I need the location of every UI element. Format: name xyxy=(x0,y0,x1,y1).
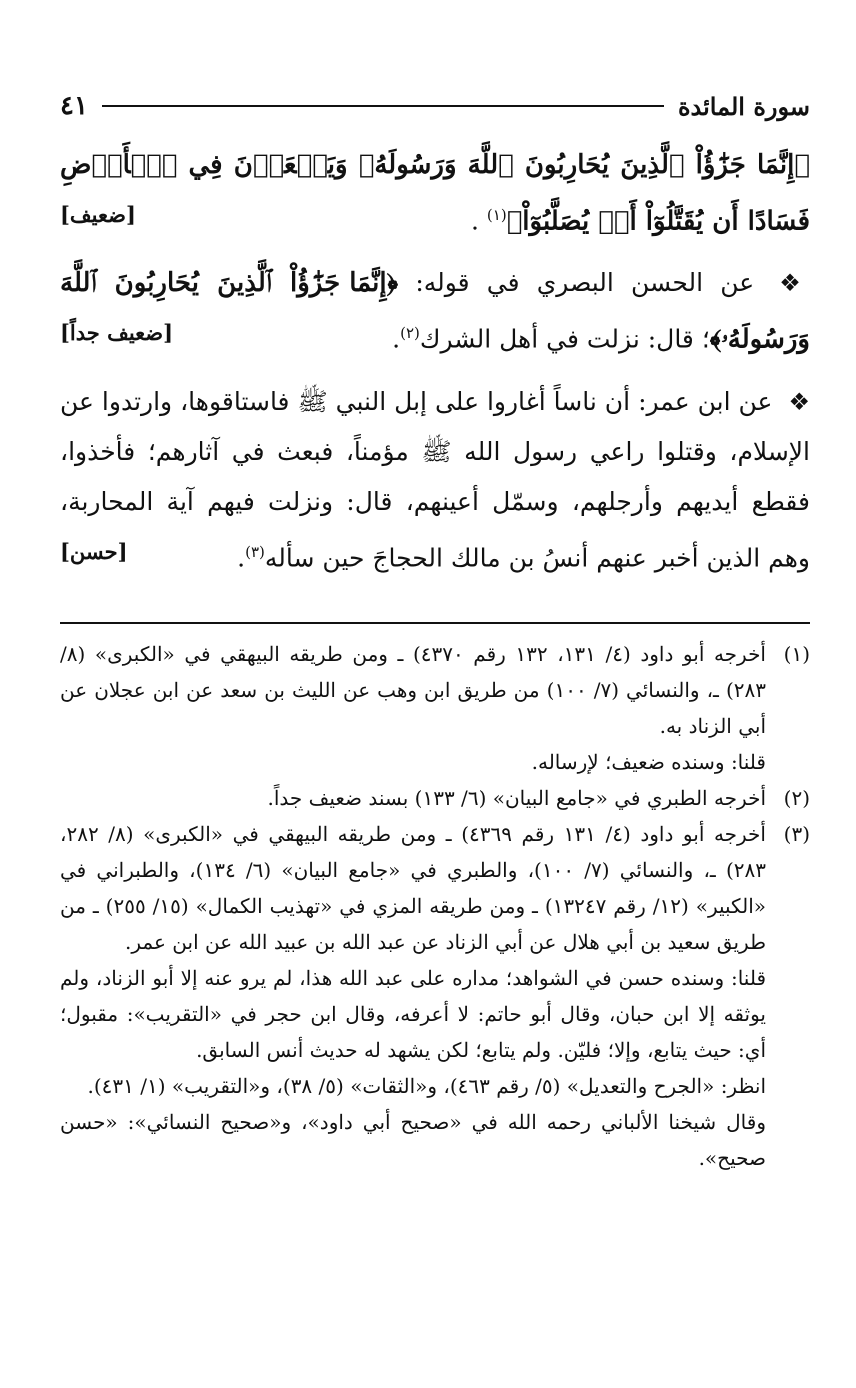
hadith-grade: [ضعيف جداً] xyxy=(60,320,174,346)
footnote-line: انظر: «الجرح والتعديل» (٥/ رقم ٤٦٣)، و«الثقات» (٥/ ٣٨)، و«التقريب» (١/ ٤٣١). xyxy=(87,1074,766,1098)
footnote-line: قلنا: وسنده ضعيف؛ لإرساله. xyxy=(531,750,766,774)
entry-text: عن ابن عمر: أن ناساً أغاروا على إبل النبي ﷺ فاستاقوها، وارتدوا عن الإسلام، وقتلوا راعي رسول الله ﷺ مؤمناً، فبعث في آثارهم؛ فأخذوا، فقطع أيديهم وأرجلهم، وسمّل أعينهم، قال: ونزلت فيهم آية المحاربة، وهم الذين أخبر عنهم أنسُ بن مالك الحجاجَ حين سأله xyxy=(60,386,810,572)
footnote-2 xyxy=(60,780,810,816)
footnote-number: (١) xyxy=(783,642,810,666)
footnotes xyxy=(60,636,810,1176)
hadith-grade: [حسن] xyxy=(60,538,128,564)
footnote-line: قلنا: وسنده حسن في الشواهد؛ مداره على عبد الله هذا، لم يرو عنه إلا أبو الزناد، ولم يوثقه إلا ابن حبان، وقال أبو حاتم: لا أعرفه، وقال ابن حجر في «التقريب»: مقبول؛ أي: حيث يتابع، وإلا؛ فليّن. ولم يتابع؛ لكن يشهد له حديث أنس السابق. xyxy=(60,966,766,1062)
page-number: ٤١ xyxy=(60,91,88,121)
surah-title: سورة المائدة xyxy=(677,91,810,121)
footnote-3 xyxy=(60,816,810,1176)
period: . xyxy=(237,542,246,572)
footnote-line: أخرجه أبو داود (٤/ ١٣١، ١٣٢ رقم ٤٣٧٠) ـ ومن طريقه البيهقي في «الكبرى» (٨/ ٢٨٣) ـ، والنسائي (٧/ ١٠٠) من طريق ابن وهب عن الليث بن سعد عن ابن عجلان عن أبي الزناد به. xyxy=(60,642,766,738)
footnote-number: (٣) xyxy=(783,822,810,846)
entry-2 xyxy=(60,258,810,364)
bullet-icon: ❖ xyxy=(779,269,811,298)
period: . xyxy=(471,206,479,236)
entry-1 xyxy=(60,140,810,246)
footnote-separator xyxy=(60,622,810,624)
footnote-1 xyxy=(60,636,810,780)
entry-intro: عن الحسن البصري في قوله: xyxy=(415,268,755,298)
page-header xyxy=(60,86,810,126)
entry-text: ؛ قال: نزلت في أهل الشرك xyxy=(419,324,710,354)
bullet-icon: ❖ xyxy=(788,387,811,416)
footnote-line: أخرجه أبو داود (٤/ ١٣١ رقم ٤٣٦٩) ـ ومن طريقه البيهقي في «الكبرى» (٨/ ٢٨٢، ٢٨٣) ـ، والنسائي (٧/ ١٠٠)، والطبري في «جامع البيان» (٦/ ١٣٤)، والطبراني في «الكبير» (١٢/ رقم ١٣٢٤٧) ـ ومن طريقه المزي في «تهذيب الكمال» (١٥/ ٢٥٥) ـ من طريق سعيد بن أبي هلال عن أبي الزناد عن عبد الله بن عبيد الله عن ابن عمر. xyxy=(60,822,766,954)
hadith-grade: [ضعيف] xyxy=(60,202,136,227)
main-text xyxy=(60,140,810,595)
footnote-line: وقال شيخنا الألباني رحمه الله في «صحيح أبي داود»، و«صحيح النسائي»: «حسن صحيح». xyxy=(60,1110,766,1170)
period: . xyxy=(392,324,401,354)
footnote-ref: (٢) xyxy=(400,324,420,343)
footnote-line: أخرجه الطبري في «جامع البيان» (٦/ ١٣٣) بسند ضعيف جداً. xyxy=(267,786,766,810)
footnote-number: (٢) xyxy=(783,786,810,810)
footnote-ref: (١) xyxy=(486,206,507,224)
quran-verse: ﴿إِنَّمَا جَزَٰٓؤُاْ ٱلَّذِينَ يُحَارِبُونَ ٱللَّهَ وَرَسُولَهُۥ وَيَسۡعَوۡنَ فِي ٱلۡأَرۡضِ فَسَادًا أَن يُقَتَّلُوٓاْ أَوۡ يُصَلَّبُوٓاْ﴾ xyxy=(60,150,810,237)
entry-3 xyxy=(60,377,810,583)
header-rule xyxy=(102,105,664,107)
quran-verse: ﴿إِنَّمَا جَزَٰٓؤُاْ ٱلَّذِينَ يُحَارِبُونَ ٱللَّهَ وَرَسُولَهُۥ﴾ xyxy=(60,268,810,355)
footnote-ref: (٣) xyxy=(245,542,265,561)
